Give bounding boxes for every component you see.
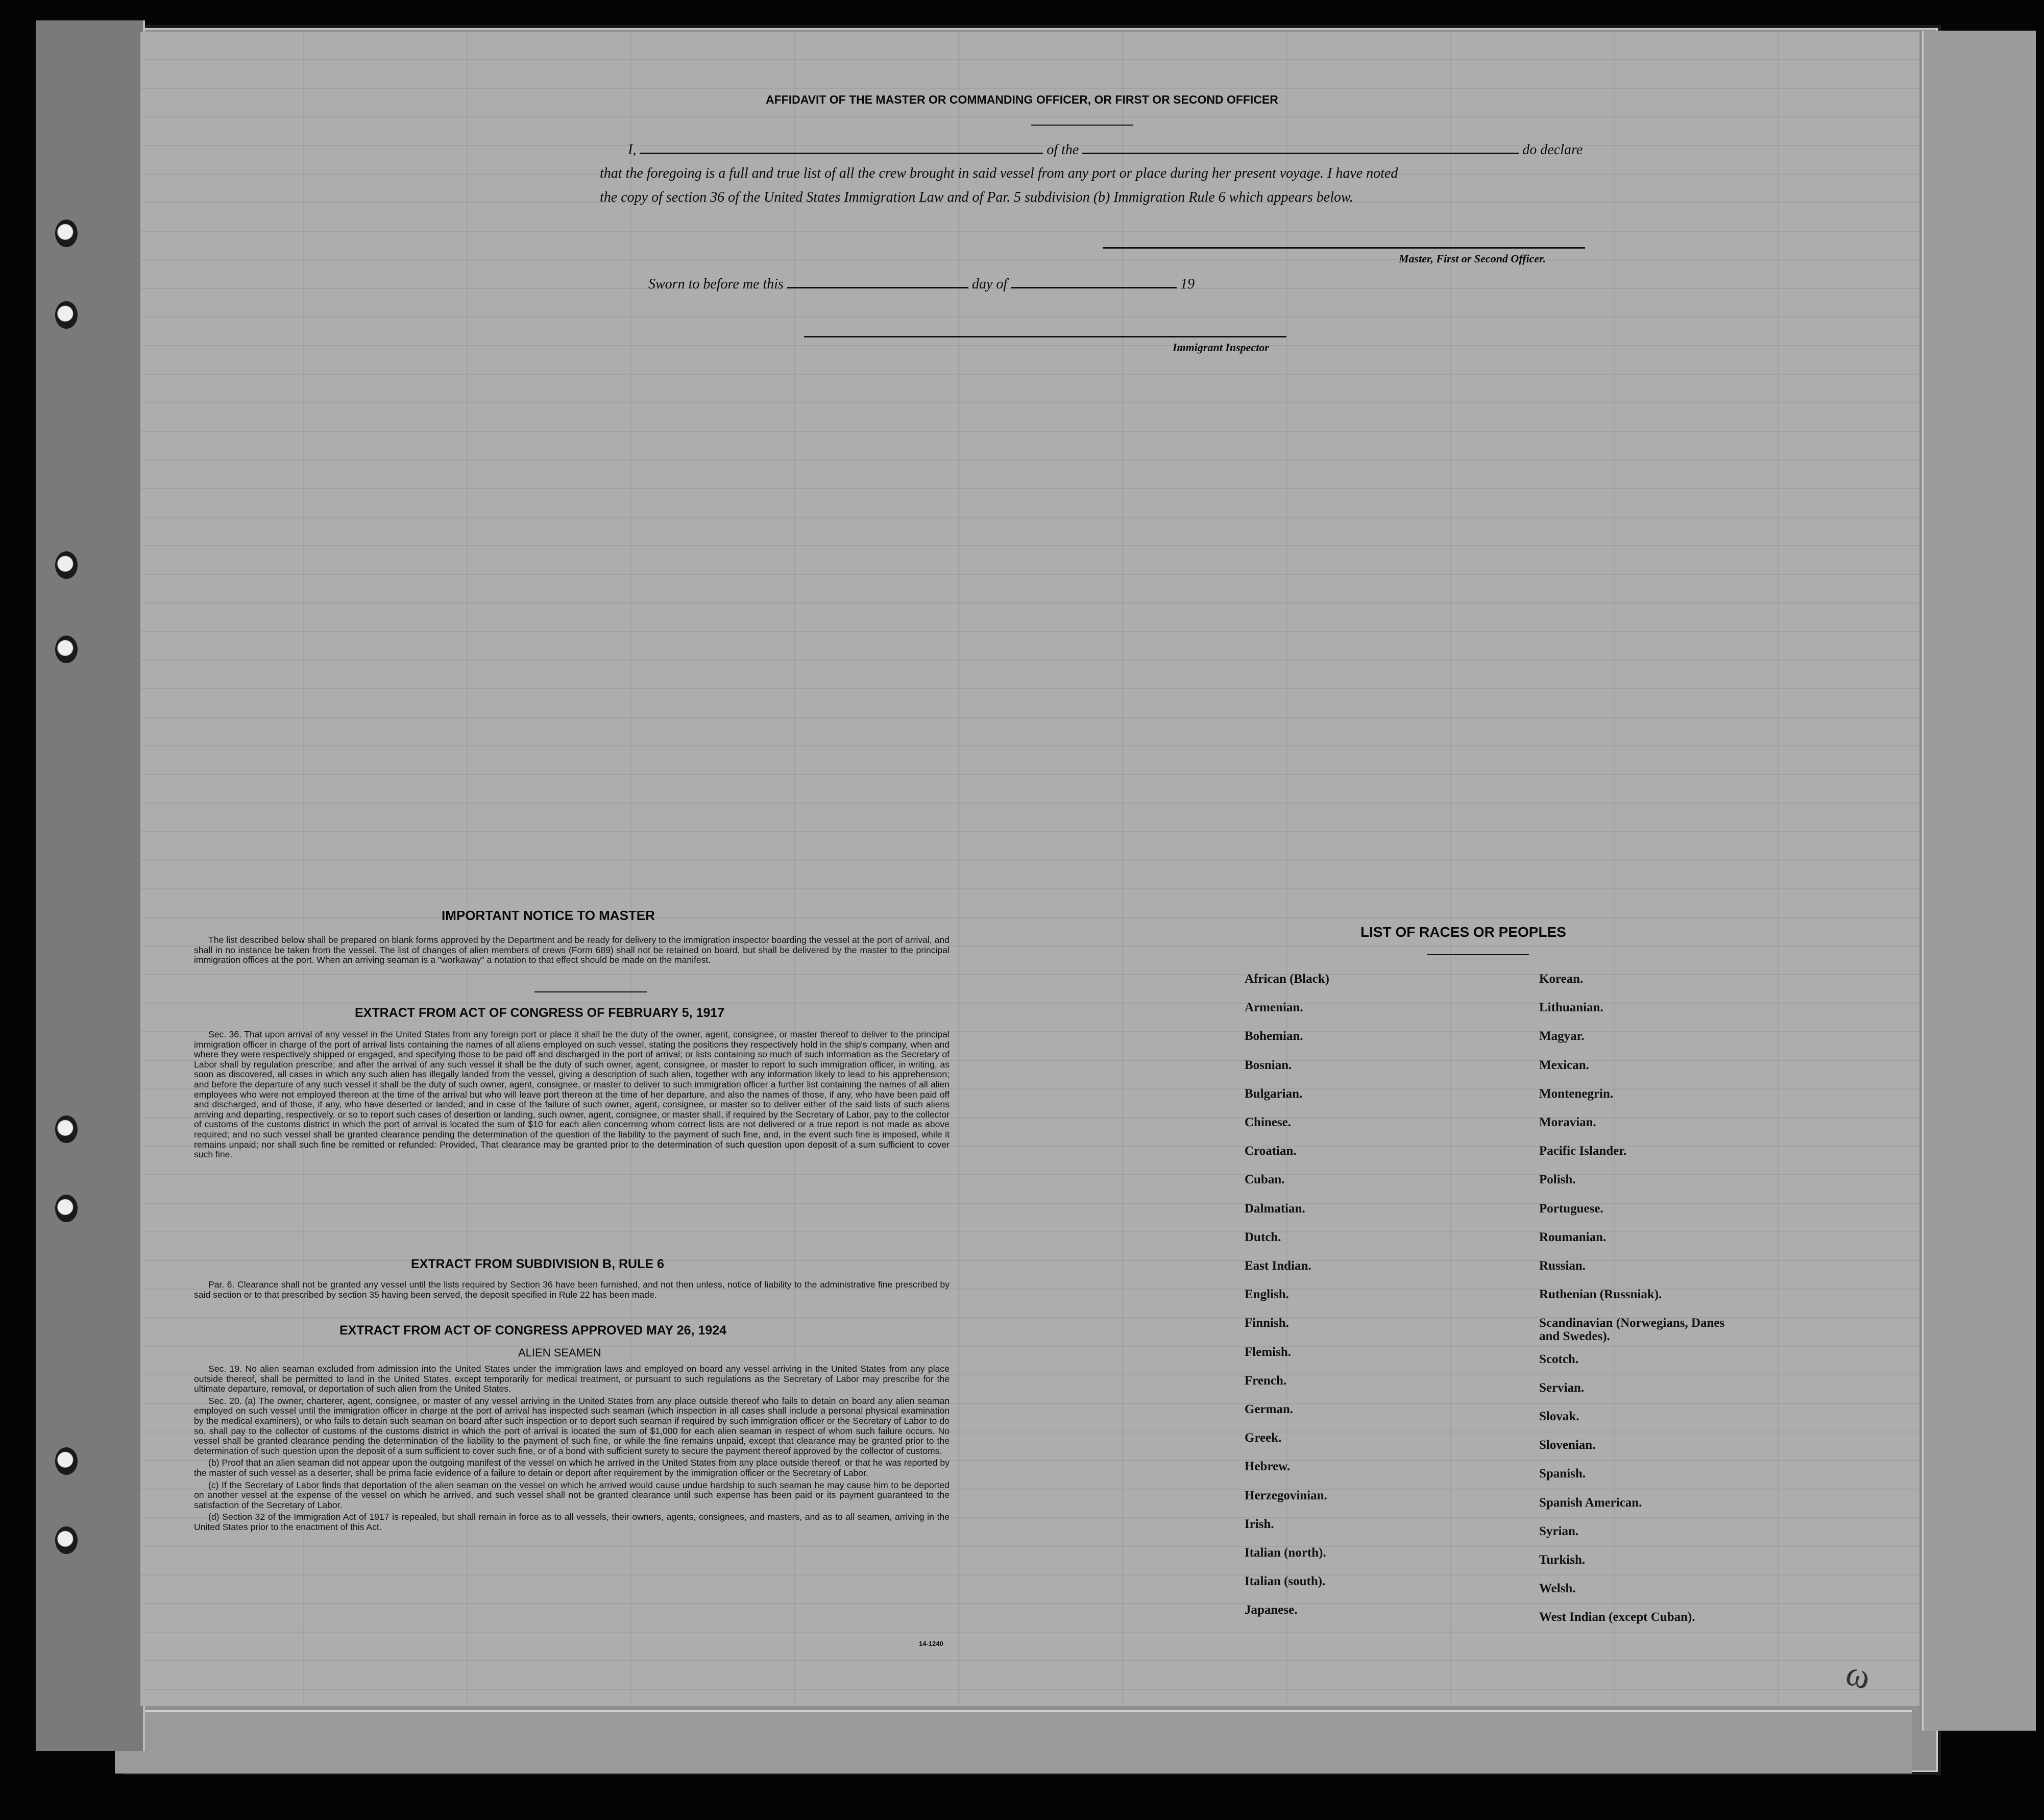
right-margin-strip xyxy=(1922,31,2036,1731)
race-item: Spanish. xyxy=(1539,1467,1586,1481)
do-declare-label: do declare xyxy=(1522,142,1583,158)
race-item: Ruthenian (Russniak). xyxy=(1539,1288,1662,1302)
binder-hole xyxy=(55,1115,78,1143)
race-item: Welsh. xyxy=(1539,1582,1576,1596)
race-item: Herzegovinian. xyxy=(1245,1488,1327,1502)
sec-20b-paragraph: (b) Proof that an alien seaman did not appear upon the outgoing manifest of the vessel on which he arrived in the United States from any place outside thereof, or that he was reported by the master of such vessel as a deserter, shall be prima facie evidence of a failure to detain or deport after requirement by the immigration officer or the Secretary of Labor. xyxy=(194,1458,950,1478)
sworn-month-field[interactable] xyxy=(1011,276,1177,288)
extract-1924-subtitle: ALIEN SEAMEN xyxy=(518,1346,601,1359)
master-signature-label: Master, First or Second Officer. xyxy=(1399,252,1546,265)
pencil-mark: ω xyxy=(1841,1653,1875,1697)
race-item: Servian. xyxy=(1539,1380,1585,1395)
binder-hole xyxy=(55,1447,78,1475)
race-item: Italian (south). xyxy=(1245,1574,1326,1589)
race-item: Hebrew. xyxy=(1245,1460,1291,1474)
race-item: Bohemian. xyxy=(1245,1029,1303,1044)
race-item: Russian. xyxy=(1539,1259,1586,1273)
extract-rule6-body xyxy=(194,1280,950,1302)
binder-hole xyxy=(55,551,78,579)
title-underline xyxy=(1031,125,1133,126)
extract-1917-title: EXTRACT FROM ACT OF CONGRESS OF FEBRUARY 5, 1917 xyxy=(355,1006,725,1020)
binder-hole xyxy=(55,220,78,247)
vessel-name-field[interactable] xyxy=(1082,141,1519,154)
race-item: English. xyxy=(1245,1288,1289,1302)
inspector-signature-line[interactable] xyxy=(804,336,1286,337)
of-the-label: of the xyxy=(1047,142,1079,158)
race-item: Slovenian. xyxy=(1539,1438,1596,1452)
binder-hole xyxy=(55,1526,78,1554)
sec-20c-paragraph: (c) If the Secretary of Labor finds that deportation of the alien seaman on the vessel on which he arrived would cause undue hardship to such seaman he may cause him to be deported on another vessel at the expense of the vessel on which he arrived, and such vessel shall not be granted clearance until such expense has been paid or its payment guaranteed to the satisfaction of the Secretary of Labor. xyxy=(194,1479,950,1510)
declarant-prefix: I, xyxy=(628,142,637,158)
race-item: Slovak. xyxy=(1539,1410,1579,1424)
race-item: Armenian. xyxy=(1245,1001,1303,1015)
race-item: East Indian. xyxy=(1245,1259,1311,1273)
race-item: African (Black) xyxy=(1245,972,1329,986)
race-item: Irish. xyxy=(1245,1517,1274,1531)
race-item: Magyar. xyxy=(1539,1029,1585,1044)
notice-title: IMPORTANT NOTICE TO MASTER xyxy=(442,908,655,923)
sworn-date-field[interactable] xyxy=(787,276,968,288)
race-item: Bosnian. xyxy=(1245,1058,1292,1072)
sec-20a-paragraph: Sec. 20. (a) The owner, charterer, agent, consignee, or master of any vessel arriving in the United States from any place outside thereof who fails to detain on board any alien seaman employed on such vessel until the immigration officer in charge at the port of arrival has inspected such seaman (which inspection in all cases shall include a personal physical examination by the medical examiners), or who fails to detain such seaman on board after such inspection or to deport such seaman if required by such immigration officer or the Secretary of Labor to do so, shall pay to the collector of customs of the customs district in which the port of arrival is located the sum of $1,000 for each alien seaman in respect of whom such failure occurs. No vessel shall be granted clearance pending the determination of the liability to the payment of such fine, or while the fine remains unpaid, except that clearance may be granted prior to the determination of such question upon the deposit of a sum sufficient to cover such fine, or of a bond with sufficient surety to secure the payment thereof approved by the collector of customs. xyxy=(194,1395,950,1456)
sec-20d-paragraph: (d) Section 32 of the Immigration Act of 1917 is repealed, but shall remain in force as to all vessels, their owners, agents, consignees, and masters, and as to all seamen, arriving in the United States prior to the enactment of this Act. xyxy=(194,1512,950,1532)
affidavit-line-2: that the foregoing is a full and true list of all the crew brought in said vessel from any port or place during her present voyage. I have noted xyxy=(600,165,1398,181)
race-item: West Indian (except Cuban). xyxy=(1539,1610,1695,1624)
manifest-back-page xyxy=(140,32,1919,1706)
extract-1924-title: EXTRACT FROM ACT OF CONGRESS APPROVED MAY 26, 1924 xyxy=(339,1323,727,1338)
section-divider xyxy=(534,991,647,992)
race-item: German. xyxy=(1245,1402,1294,1416)
race-item: Spanish American. xyxy=(1539,1495,1642,1510)
binder-hole xyxy=(55,636,78,663)
race-item: Korean. xyxy=(1539,972,1584,986)
notice-body xyxy=(194,935,950,967)
notice-paragraph: The list described below shall be prepared on blank forms approved by the Department and be ready for delivery to the immigration inspector boarding the vessel at the port of arrival, and shall in no instance be taken from the vessel. The list of changes of alien members of crews (Form 689) shall not be retained on board, but shall be delivered by the master to the principal immigration offices at the port. When an arriving seaman is a "workaway" a notation to that effect should be made on the manifest. xyxy=(194,935,950,965)
race-item: Greek. xyxy=(1245,1431,1282,1445)
master-signature-line[interactable] xyxy=(1103,247,1585,249)
day-of-label: day of xyxy=(971,276,1008,292)
race-item: Lithuanian. xyxy=(1539,1001,1603,1015)
races-title-underline xyxy=(1427,954,1529,955)
affidavit-title: AFFIDAVIT OF THE MASTER OR COMMANDING OFFICER, OR FIRST OR SECOND OFFICER xyxy=(766,93,1278,106)
rule6-paragraph: Par. 6. Clearance shall not be granted any vessel until the lists required by Section 36 have been furnished, and not then unless, notice of liability to the administrative fine prescribed by said section or to that prescribed by section 35 having been served, the deposit specified in Rule 22 has been made. xyxy=(194,1279,950,1300)
races-title: LIST OF RACES OR PEOPLES xyxy=(1360,924,1566,940)
underlying-sheet-bottom xyxy=(115,1710,1912,1774)
race-item: Polish. xyxy=(1539,1173,1576,1187)
race-item: Dutch. xyxy=(1245,1230,1281,1244)
binder-hole xyxy=(55,1195,78,1222)
year-prefix: 19 xyxy=(1180,276,1195,292)
race-item: Cuban. xyxy=(1245,1173,1285,1187)
race-item: Syrian. xyxy=(1539,1524,1579,1538)
race-item: Chinese. xyxy=(1245,1115,1291,1129)
sworn-prefix: Sworn to before me this xyxy=(648,276,784,292)
race-item: Flemish. xyxy=(1245,1345,1291,1359)
race-item: Scandinavian (Norwegians, Danes and Swedes). xyxy=(1539,1316,1725,1344)
race-item: Roumanian. xyxy=(1539,1230,1607,1244)
race-item: Moravian. xyxy=(1539,1115,1596,1129)
race-item: Italian (north). xyxy=(1245,1546,1326,1560)
extract-rule6-title: EXTRACT FROM SUBDIVISION B, RULE 6 xyxy=(411,1257,664,1271)
race-item: Turkish. xyxy=(1539,1553,1586,1567)
affidavit-line-3: the copy of section 36 of the United States Immigration Law and of Par. 5 subdivision (b) Immigration Rule 6 which appears below. xyxy=(600,189,1353,205)
extract-1917-body xyxy=(194,1030,950,1162)
race-item: Finnish. xyxy=(1245,1316,1289,1330)
sec-19-paragraph: Sec. 19. No alien seaman excluded from admission into the United States under the immigration laws and employed on board any vessel arriving in the United States from any place outside thereof, shall be permitted to land in the United States, except temporarily for medical treatment, or pursuant to such regulations as the Secretary of Labor may prescribe for the ultimate departure, removal, or deportation of such alien from the United States. xyxy=(194,1364,950,1394)
form-number: 14-1240 xyxy=(919,1640,943,1647)
declarant-name-field[interactable] xyxy=(640,141,1043,154)
affidavit-line-1 xyxy=(628,141,1583,158)
race-item: Portuguese. xyxy=(1539,1201,1603,1216)
race-item: Dalmatian. xyxy=(1245,1201,1305,1216)
race-item: Croatian. xyxy=(1245,1144,1297,1158)
race-item: Montenegrin. xyxy=(1539,1086,1614,1101)
race-item: Japanese. xyxy=(1245,1603,1298,1617)
section-36-paragraph: Sec. 36. That upon arrival of any vessel in the United States from any foreign port or place it shall be the duty of the owner, agent, consignee, or master thereof to deliver to the principal immigration officer in charge of the port of arrival lists containing the names of all aliens employed on such vessel, stating the positions they respectively hold in the ship's company, when and where they were respectively shipped or engaged, and specifying those to be paid off and discharged in the port of arrival; or lists containing so much of such information as the Secretary of Labor shall by regulation prescribe; and after the arrival of any such vessel it shall be the duty of such owner, agent, consignee, or master to report to such immigration officer, in writing, as soon as discovered, all cases in which any such alien has illegally landed from the vessel, giving a description of such alien, together with any information likely to lead to his apprehension; and before the departure of any such vessel it shall be the duty of such owner, agent, consignee, or master to deliver to such immigration officer a further list containing the names of all alien employees who were not employed thereon at the time of the arrival but who will leave port thereon at the time of her departure, and also the names of those, if any, who have been paid off and discharged, and of those, if any, who have deserted or landed; and in case of the failure of such owner, agent, consignee, or master so to deliver either of the said lists of such aliens arriving and departing, respectively, or so to report such cases of desertion or landing, such owner, agent, consignee, or master shall, if required by the Secretary of Labor, pay to the collector of customs of the customs district in which the port of arrival is located the sum of $10 for each alien concerning whom correct lists are not delivered or a true report is not made as above required; and no such vessel shall be granted clearance pending the determination of the question of the liability to the payment of such fine, and, in the event such fine is imposed, while it remains unpaid; nor shall such fine be remitted or refunded: Provided, That clearance may be granted prior to the determination of such question upon deposit of a sum sufficient to cover such fine. xyxy=(194,1029,950,1160)
inspector-label: Immigrant Inspector xyxy=(1173,341,1269,354)
race-item: Scotch. xyxy=(1539,1352,1579,1366)
binder-hole xyxy=(55,301,78,329)
race-item: Mexican. xyxy=(1539,1058,1589,1072)
race-item: Pacific Islander. xyxy=(1539,1144,1627,1158)
extract-1924-body xyxy=(194,1364,950,1535)
left-binding-edge xyxy=(36,20,145,1751)
race-item: Bulgarian. xyxy=(1245,1086,1303,1101)
sworn-line xyxy=(648,276,1195,293)
race-item: French. xyxy=(1245,1373,1287,1388)
